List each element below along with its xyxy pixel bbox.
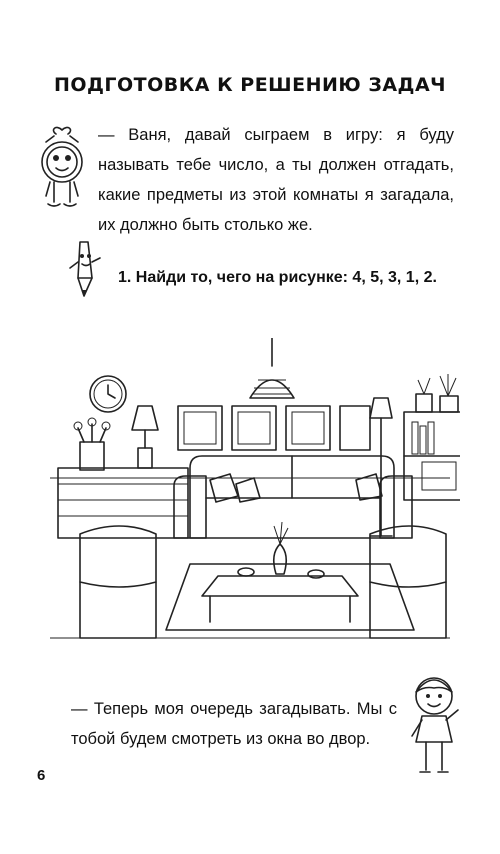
wall-pictures: [178, 406, 370, 450]
armchair-right: [370, 526, 446, 638]
boy-character-icon: [400, 672, 468, 782]
flower-vase: [74, 418, 110, 470]
sofa: [174, 456, 412, 538]
intro-paragraph: — Ваня, давай сыграем в игру: я буду называть тебе число, а ты должен отгадать, какие предметы из этой комнаты я загадала, их должно быть столько же.: [98, 126, 454, 234]
alarm-clock-character-icon: [34, 124, 90, 216]
table-lamp: [132, 406, 158, 468]
rug: [166, 564, 414, 630]
coffee-table: [202, 522, 358, 622]
living-room-illustration: [40, 338, 460, 668]
pencil-character-icon: [64, 238, 104, 302]
armchair-left: [80, 526, 156, 638]
pendant-lamp: [250, 338, 294, 398]
outro-paragraph: — Теперь моя очередь загадывать. Мы с тобой будем смотреть из окна во двор.: [71, 700, 397, 748]
floor-lamp: [370, 398, 392, 536]
page-number: 6: [37, 767, 46, 784]
wall-clock: [90, 376, 126, 412]
page-title: ПОДГОТОВКА К РЕШЕНИЮ ЗАДАЧ: [53, 74, 447, 96]
task-text: 1. Найди то, чего на рисунке: 4, 5, 3, 1, 2.: [118, 269, 437, 286]
